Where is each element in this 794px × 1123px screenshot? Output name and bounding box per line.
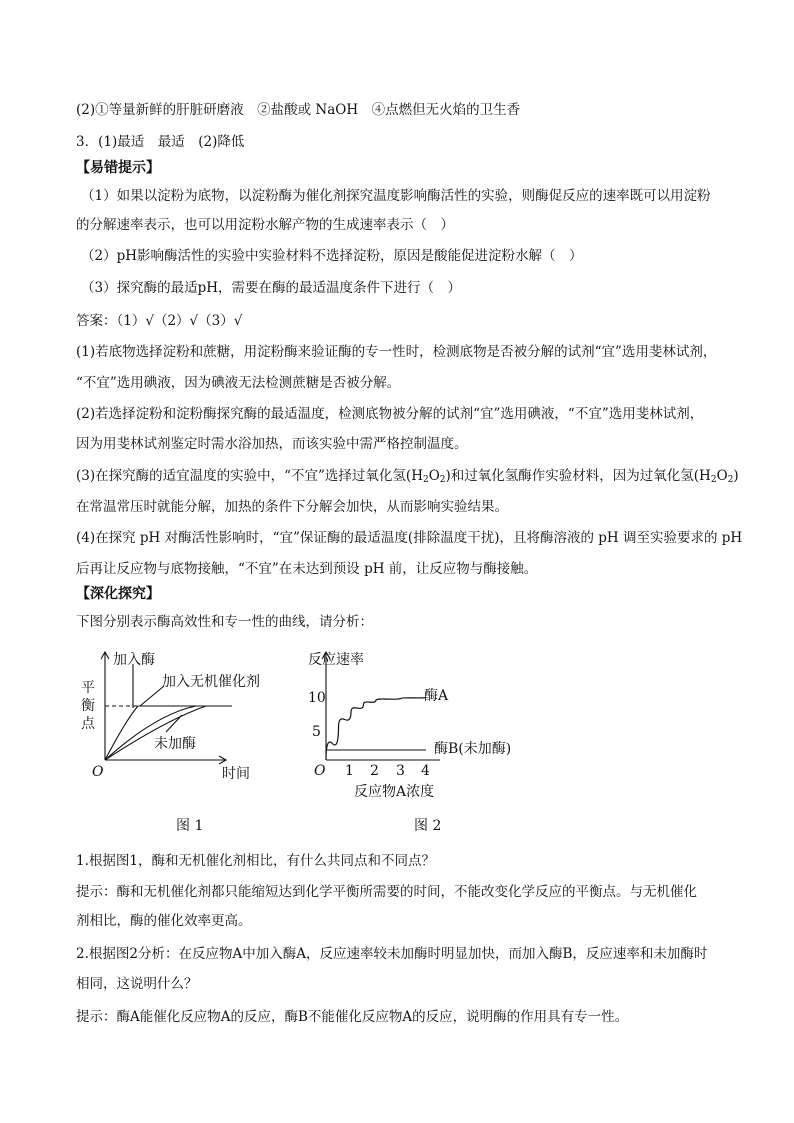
x-axis-label: 时间 [222,766,250,782]
question-line: 2.根据图2分析：在反应物A中加入酶A，反应速率较未加酶时明显加快，而加入酶B，反应速率和未加酶时 [76,946,708,962]
x-tick-label: 1 [345,763,354,779]
figure-2-chart [300,650,540,835]
label-inorganic: 加入无机催化剂 [162,674,260,690]
text-line: 在常温常压时就能分解，加热的条件下分解会加快，从而影响实验结果。 [76,499,508,515]
text-line: （2）pH影响酶活性的实验中实验材料不选择淀粉，原因是酸能促进淀粉水解（ ） [81,248,583,264]
text-line: 剂相比，酶的催化效率更高。 [76,913,252,929]
label-enzyme-a: 酶A [424,688,449,704]
question-line: 1.根据图1，酶和无机催化剂相比，有什么共同点和不同点？ [76,853,435,869]
curve-enzyme-a [326,698,426,760]
text-line: 的分解速率表示，也可以用淀粉水解产物的生成速率表示（ ） [76,217,454,233]
figure-caption: 图 1 [176,818,204,834]
text-line: 提示：酶和无机催化剂都只能缩短达到化学平衡所需要的时间，不能改变化学反应的平衡点。与无机催化 [76,884,697,900]
text-line: (2)若选择淀粉和淀粉酶探究酶的最适温度，检测底物被分解的试剂“宜”选用碘液，“不宜”选用斐林试剂， [76,406,704,422]
label-enzyme: 加入酶 [113,652,155,668]
text-line: 下图分别表示酶高效性和专一性的曲线，请分析： [76,614,373,630]
y-axis-label: 点 [81,716,95,732]
text-line: 提示：酶A能催化反应物A的反应，酶B不能催化反应物A的反应，说明酶的作用具有专一性。 [76,1009,629,1025]
y-tick-label: 10 [308,690,326,706]
y-axis-label: 平 [81,680,95,696]
y-tick-label: 5 [312,724,321,740]
x-tick-label: 4 [421,763,430,779]
y-axis-label: 反应速率 [308,652,364,668]
label-no-enzyme: 未加酶 [154,736,196,752]
text-line: （1）如果以淀粉为底物，以淀粉酶为催化剂探究温度影响酶活性的实验，则酶促反应的速率既可以用淀粉 [81,188,711,204]
text-line: (3)在探究酶的适宜温度的实验中，“不宜”选择过氧化氢$(H_2O_2)$和过氧化氢酶作实验材料，因为过氧化氢$(H_2O_2)$ [76,468,739,485]
section-heading-explore: 【深化探究】 [76,586,160,602]
text-line: “不宜”选用碘液，因为碘液无法检测蔗糖是否被分解。 [76,375,401,391]
text-line: 因为用斐林试剂鉴定时需水浴加热，而该实验中需严格控制温度。 [76,436,468,452]
x-tick-label: 2 [370,763,379,779]
x-axis-label: 反应物A浓度 [354,784,435,800]
origin-label: O [314,763,326,779]
answer-line: (2)①等量新鲜的肝脏研磨液 ②盐酸或 NaOH ④点燃但无火焰的卫生香 [76,102,521,118]
y-axis-label: 衡 [81,698,95,714]
figure-caption: 图 2 [414,818,442,834]
text-line: （3）探究酶的最适pH，需要在酶的最适温度条件下进行（ ） [81,280,462,296]
text-line: (1)若底物选择淀粉和蔗糖，用淀粉酶来验证酶的专一性时，检测底物是否被分解的试剂“宜”选用斐林试剂， [76,344,717,360]
figure-1-chart [76,650,266,835]
label-enzyme-b: 酶B(未加酶) [434,741,512,757]
text-line: 后再让反应物与底物接触，“不宜”在未达到预设 pH 前，让反应物与酶接触。 [76,561,538,577]
origin-label: O [92,764,104,780]
text-line: 相同，这说明什么？ [76,976,198,992]
answer-line: 答案：（1）√（2）√（3）√ [76,313,243,329]
x-tick-label: 3 [396,763,405,779]
section-heading-errors: 【易错提示】 [76,160,160,176]
text-line: (4)在探究 pH 对酶活性影响时，“宜”保证酶的最适温度(排除温度干扰)，且将酶溶液的 pH 调至实验要求的 pH [76,530,743,546]
answer-line: 3．(1)最适 最适 (2)降低 [76,134,245,150]
